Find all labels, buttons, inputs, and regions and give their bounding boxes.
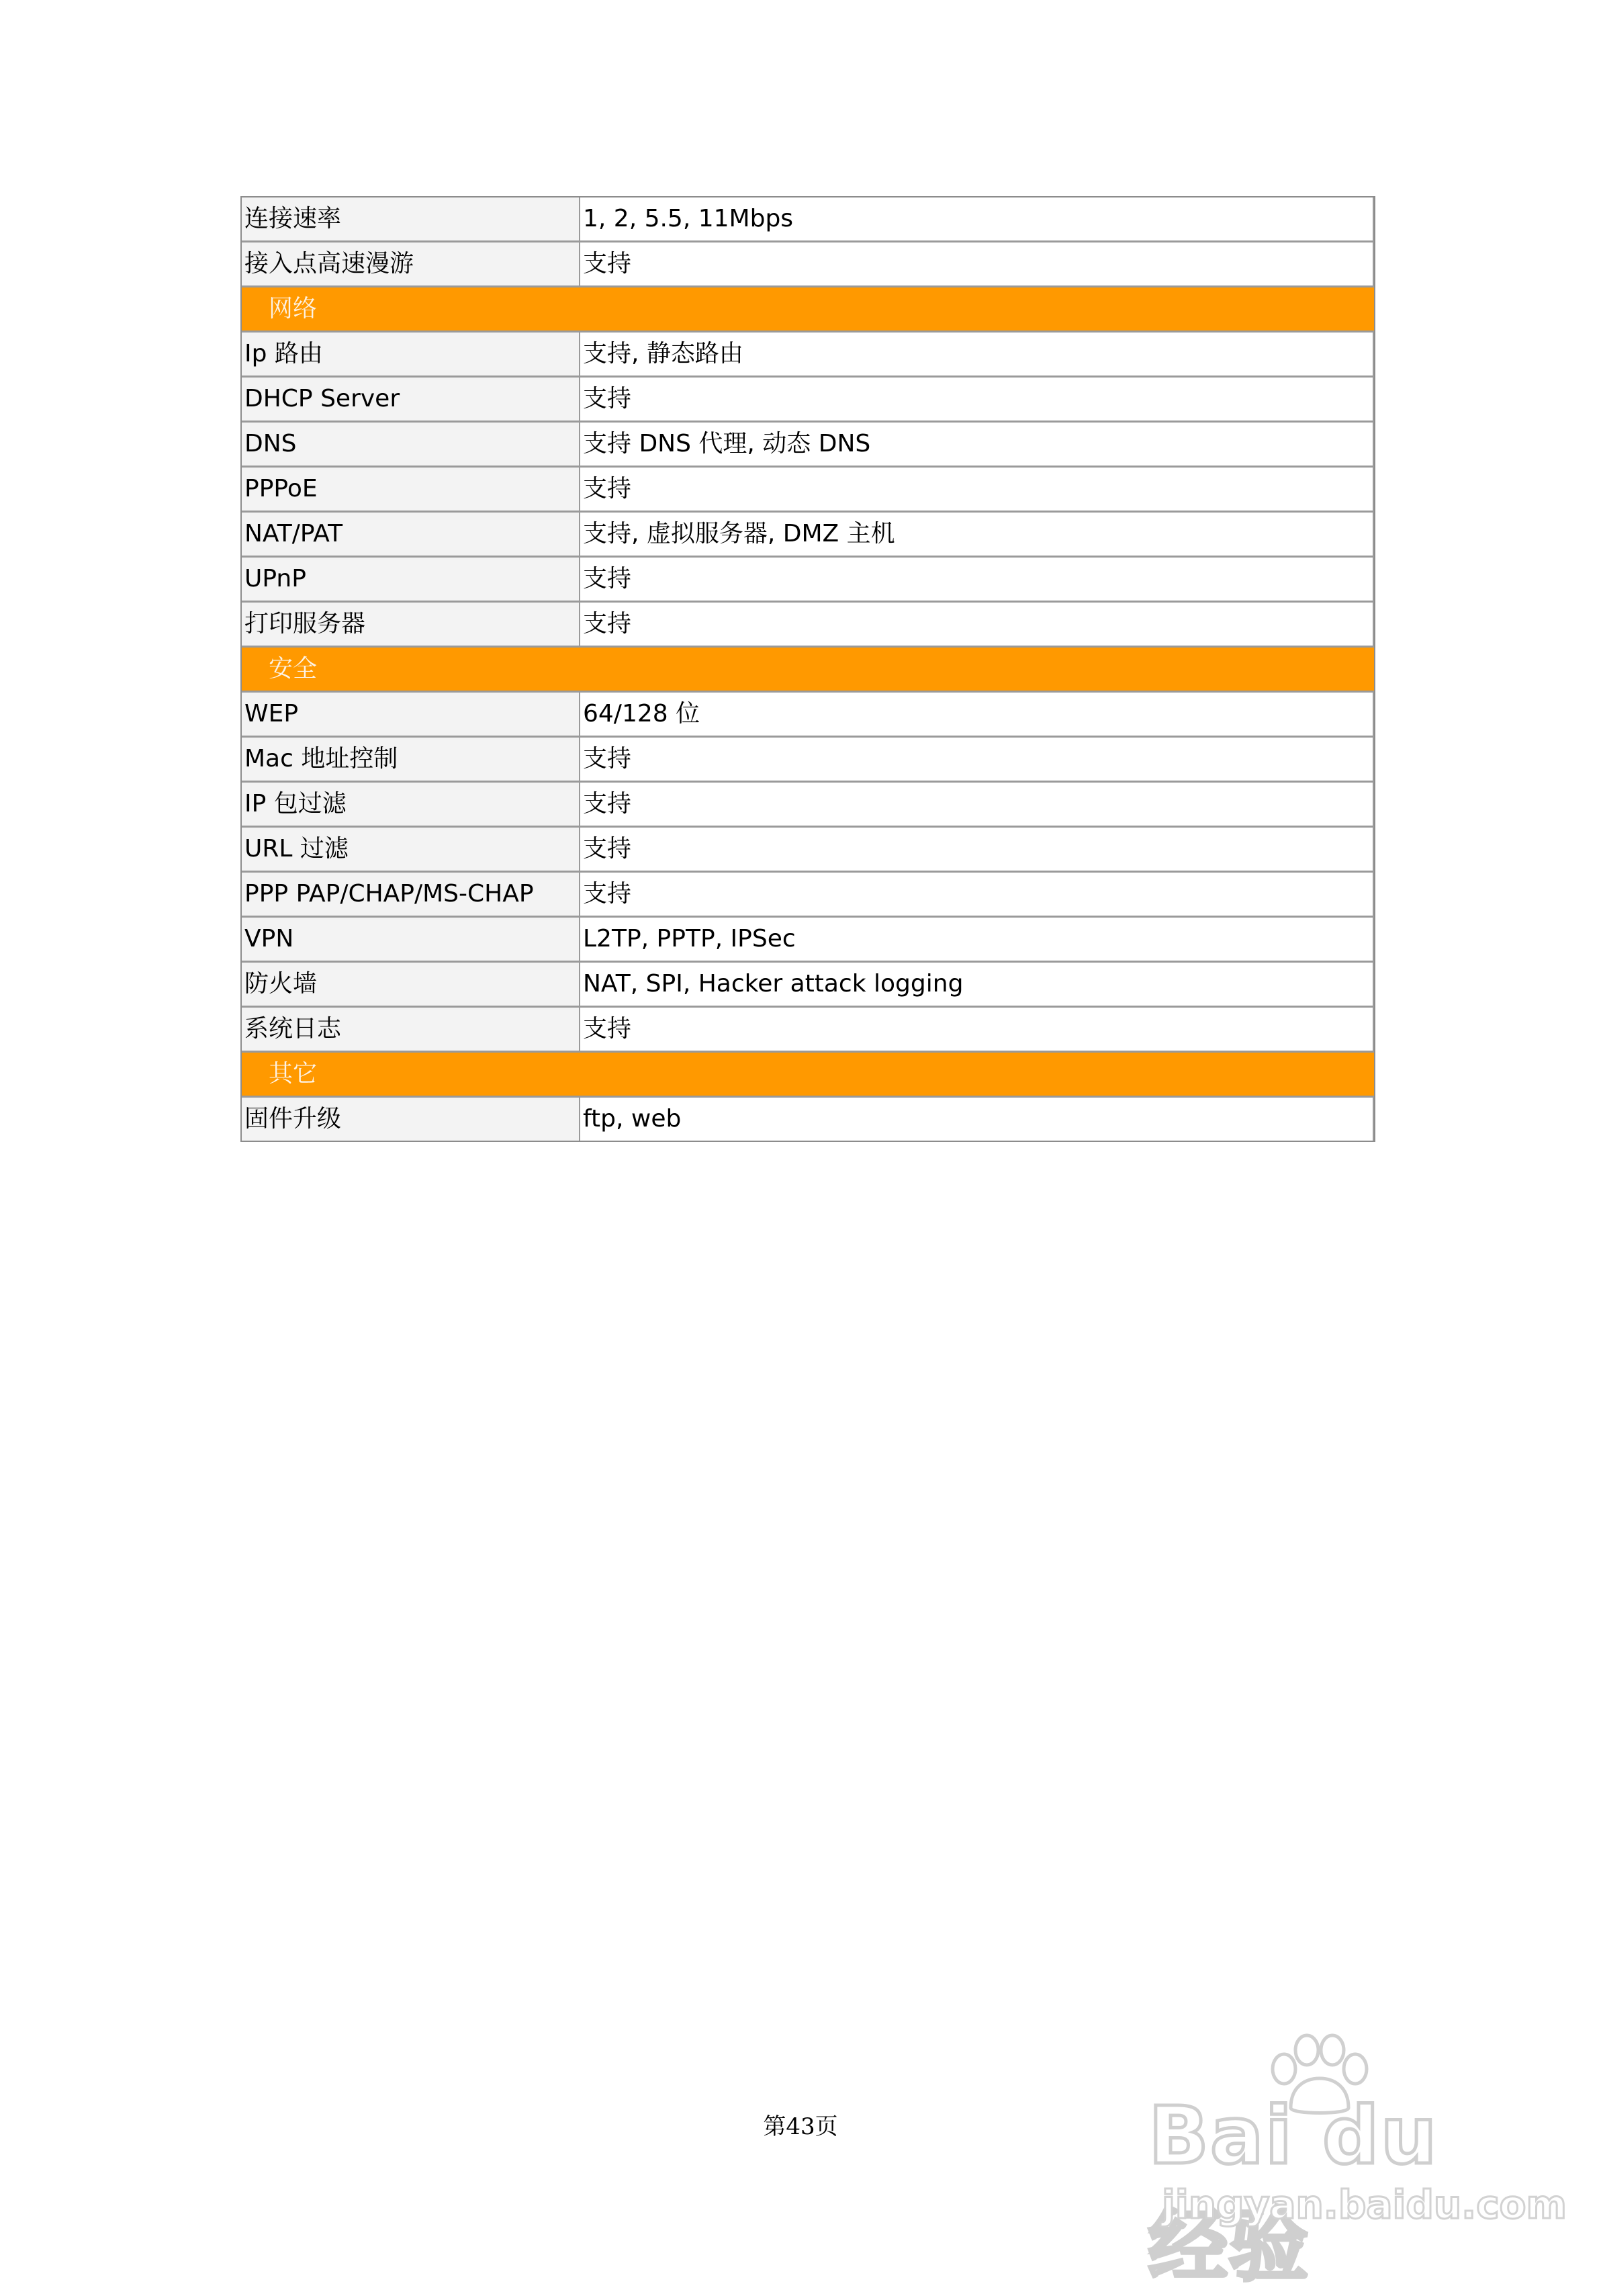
- row-value: 支持 DNS 代理, 动态 DNS: [580, 423, 1374, 468]
- table-row: [242, 242, 1374, 288]
- row-value: 支持, 静态路由: [580, 333, 1374, 378]
- row-value: 支持: [580, 378, 1374, 423]
- table-row: [242, 738, 1374, 783]
- row-label: DHCP Server: [242, 378, 580, 423]
- section-header-row: [242, 288, 1374, 333]
- section-title: 其它: [242, 1053, 1374, 1098]
- row-value: 支持: [580, 738, 1374, 783]
- watermark-url: jingyan.baidu.com: [1162, 2182, 1567, 2227]
- row-label: 系统日志: [242, 1008, 580, 1053]
- row-label: WEP: [242, 693, 580, 738]
- section-title: 安全: [242, 648, 1374, 693]
- row-label: 接入点高速漫游: [242, 242, 580, 288]
- row-label: URL 过滤: [242, 828, 580, 873]
- table-row: [242, 558, 1374, 603]
- row-value: 1, 2, 5.5, 11Mbps: [580, 197, 1374, 242]
- row-value: 64/128 位: [580, 693, 1374, 738]
- table-row: [242, 423, 1374, 468]
- page-number: 第43页: [763, 2113, 838, 2140]
- row-label: UPnP: [242, 558, 580, 603]
- row-value: 支持, 虚拟服务器, DMZ 主机: [580, 513, 1374, 558]
- table-row: [242, 693, 1374, 738]
- row-label: 打印服务器: [242, 603, 580, 648]
- row-label: Mac 地址控制: [242, 738, 580, 783]
- table-row: [242, 197, 1374, 242]
- table-row: [242, 333, 1374, 378]
- row-value: NAT, SPI, Hacker attack logging: [580, 963, 1374, 1008]
- row-value: L2TP, PPTP, IPSec: [580, 918, 1374, 963]
- row-label: PPPoE: [242, 468, 580, 513]
- baidu-jingyan-watermark: [1142, 2029, 1567, 2292]
- table-row: [242, 873, 1374, 918]
- table-row: [242, 1098, 1374, 1141]
- row-label: 连接速率: [242, 197, 580, 242]
- row-value: 支持: [580, 558, 1374, 603]
- row-label: Ip 路由: [242, 333, 580, 378]
- row-value: 支持: [580, 468, 1374, 513]
- table-row: [242, 378, 1374, 423]
- row-value: 支持: [580, 873, 1374, 918]
- row-label: PPP PAP/CHAP/MS-CHAP: [242, 873, 580, 918]
- section-header-row: [242, 648, 1374, 693]
- table-row: [242, 918, 1374, 963]
- table-row: [242, 828, 1374, 873]
- row-label: DNS: [242, 423, 580, 468]
- section-title: 网络: [242, 288, 1374, 333]
- row-label: 固件升级: [242, 1098, 580, 1141]
- table-row: [242, 468, 1374, 513]
- spec-table-body: [242, 197, 1374, 1141]
- section-header-row: [242, 1053, 1374, 1098]
- row-value: 支持: [580, 603, 1374, 648]
- row-value: ftp, web: [580, 1098, 1374, 1141]
- table-row: [242, 963, 1374, 1008]
- row-value: 支持: [580, 783, 1374, 828]
- row-label: IP 包过滤: [242, 783, 580, 828]
- row-value: 支持: [580, 1008, 1374, 1053]
- table-row: [242, 1008, 1374, 1053]
- row-label: VPN: [242, 918, 580, 963]
- row-value: 支持: [580, 828, 1374, 873]
- watermark-brand: Bai du 经验: [1148, 2089, 1438, 2292]
- table-row: [242, 513, 1374, 558]
- table-row: [242, 783, 1374, 828]
- table-row: [242, 603, 1374, 648]
- row-value: 支持: [580, 242, 1374, 288]
- spec-table: [240, 196, 1375, 1142]
- row-label: NAT/PAT: [242, 513, 580, 558]
- row-label: 防火墙: [242, 963, 580, 1008]
